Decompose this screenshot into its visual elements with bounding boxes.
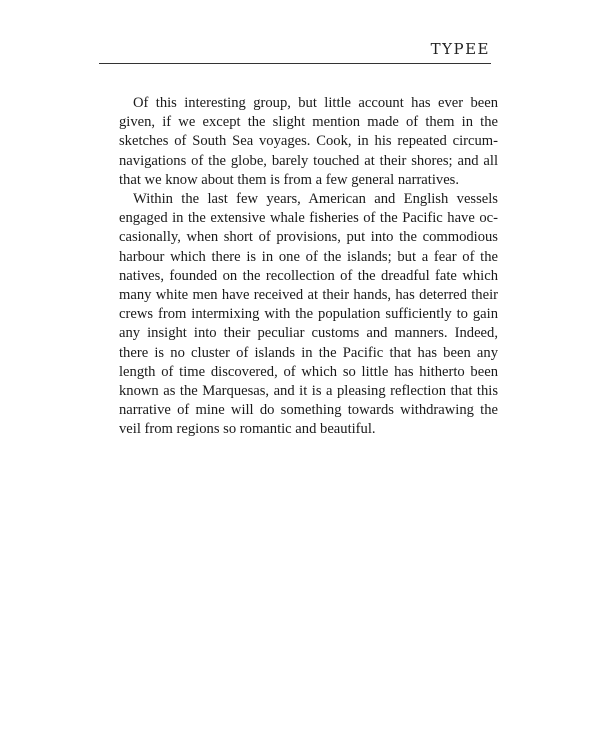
header-rule — [99, 63, 491, 64]
body-text — [119, 94, 498, 440]
paragraph: Within the last few years, American and English vessels engaged in the extensive whale fisheries of the Pacific have occasionally, when short of provisions, put into the commodious harbour which there is in one of the islands; but a fear of the natives, founded on the recollection of the dreadful fate which many white men have received at their hands, has deterred their crews from intermixing with the population sufficiently to gain any insight into their peculiar customs and manners. Indeed, there is no cluster of islands in the Pacific that has been any length of time discovered, of which so little has hitherto been known as the Marquesas, and it is a pleasing reflection that this narrative of mine will do something towards withdrawing the veil from regions so romantic and beautiful. — [119, 191, 498, 438]
running-head: TYPEE — [430, 40, 490, 58]
paragraph: Of this interesting group, but little account has ever been given, if we except the slight mention made of them in the sketches of South Sea voyages. Cook, in his repeated circumnavigations of the globe, barely touched at their shores; and all that we know about them is from a few general narratives. — [119, 95, 498, 188]
